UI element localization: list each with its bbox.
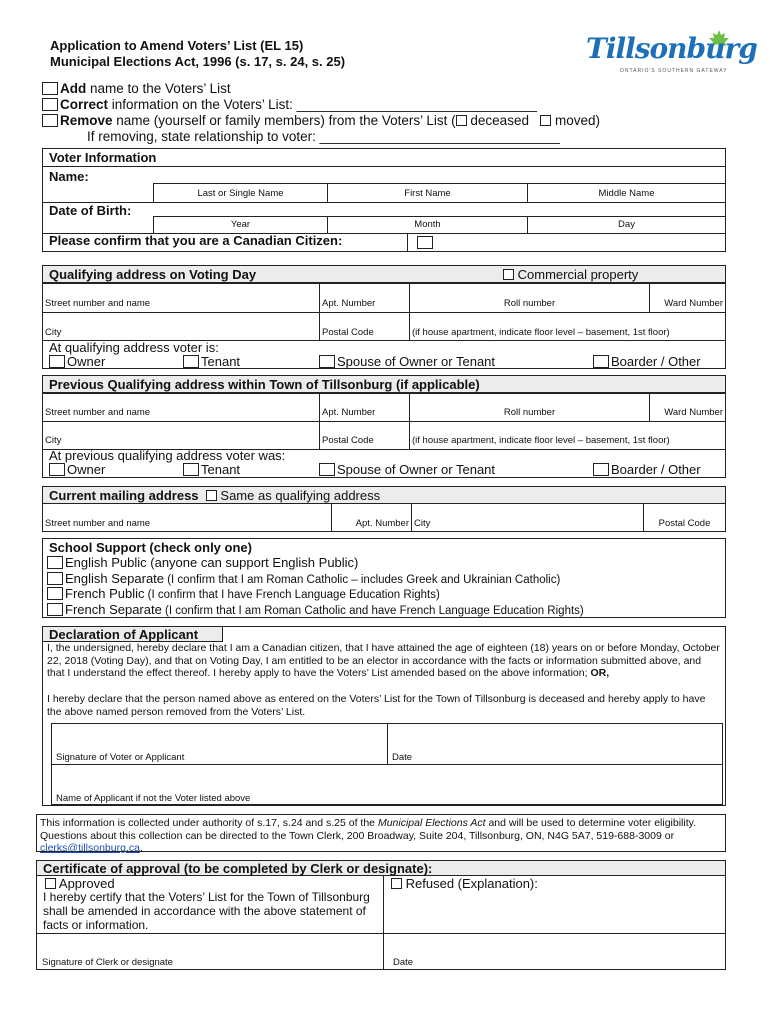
citizen-checkbox[interactable] — [417, 236, 433, 249]
dob-year-field[interactable]: Year — [153, 216, 327, 233]
qualifying-heading: Qualifying address on Voting Day Commercial property — [43, 266, 725, 283]
tillsonburg-logo — [586, 30, 757, 78]
correct-checkbox[interactable] — [42, 98, 58, 111]
school-option-english-separate: English Separate (I confirm that I am Roman Catholic – includes Greek and Ukrainian Catholic) — [47, 571, 560, 586]
qual-boarder-checkbox[interactable] — [593, 355, 609, 368]
qual-street-field[interactable]: Street number and name — [43, 283, 319, 312]
refused-checkbox[interactable] — [391, 878, 402, 889]
school-option-french-separate: French Separate (I confirm that I am Roman Catholic and have French Language Education Rights) — [47, 602, 584, 617]
qual-ward-field[interactable]: Ward Number — [649, 283, 725, 312]
moved-checkbox[interactable] — [540, 115, 551, 126]
refused-option: Refused (Explanation): — [391, 876, 538, 891]
deceased-checkbox[interactable] — [456, 115, 467, 126]
qual-tenant-checkbox[interactable] — [183, 355, 199, 368]
voter-signature-field[interactable]: Signature of Voter or Applicant — [51, 723, 387, 765]
dob-month-field[interactable]: Month — [327, 216, 527, 233]
school-option-french-public: French Public (I confirm that I have French Language Education Rights) — [47, 586, 440, 601]
prev-street-field[interactable]: Street number and name — [43, 393, 319, 421]
option-add: Add name to the Voters’ List — [42, 81, 231, 97]
certificate-section — [36, 860, 726, 970]
commercial-option: Commercial property — [503, 267, 638, 282]
prev-spouse-checkbox[interactable] — [319, 463, 335, 476]
prev-postal-field[interactable]: Postal Code — [319, 421, 409, 449]
voter-info-section — [42, 148, 726, 252]
prev-boarder-checkbox[interactable] — [593, 463, 609, 476]
approved-statement: I hereby certify that the Voters’ List for the Town of Tillsonburg shall be amended in accordance with the above statement of facts or information. — [43, 890, 370, 932]
dob-label: Date of Birth: — [49, 203, 132, 218]
approved-option: Approved — [45, 876, 115, 891]
school-heading: School Support (check only one) — [43, 539, 725, 555]
clerk-email-link[interactable]: clerks@tillsonburg.ca — [40, 842, 140, 854]
mail-apt-field[interactable]: Apt. Number — [331, 504, 411, 531]
declaration-section — [42, 626, 726, 806]
prev-boarder-option: Boarder / Other — [593, 462, 701, 477]
prev-spouse-option: Spouse of Owner or Tenant — [319, 462, 495, 477]
mail-city-field[interactable]: City — [411, 504, 643, 531]
clerk-date-field[interactable]: Date — [393, 957, 414, 968]
clerk-signature-field[interactable]: Signature of Clerk or designate — [42, 957, 173, 968]
mailing-address-section — [42, 486, 726, 532]
prev-apt-field[interactable]: Apt. Number — [319, 393, 409, 421]
dob-day-field[interactable]: Day — [527, 216, 725, 233]
qual-spouse-option: Spouse of Owner or Tenant — [319, 354, 495, 369]
commercial-checkbox[interactable] — [503, 269, 514, 280]
mail-street-field[interactable]: Street number and name — [45, 518, 151, 529]
form-title — [50, 38, 345, 70]
logo-wordmark: Tillsonburg — [586, 32, 757, 65]
french-public-checkbox[interactable] — [47, 587, 63, 600]
prev-tenant-option: Tenant — [183, 462, 240, 477]
middle-name-field[interactable]: Middle Name — [527, 183, 725, 202]
qual-owner-checkbox[interactable] — [49, 355, 65, 368]
qual-owner-option: Owner — [49, 354, 105, 369]
applicant-name-field[interactable]: Name of Applicant if not the Voter listed above — [51, 765, 723, 805]
school-support-section — [42, 538, 726, 618]
name-label: Name: — [49, 169, 89, 184]
logo-tagline: ONTARIO'S SOUTHERN GATEWAY — [620, 68, 728, 74]
declaration-date-field[interactable]: Date — [387, 723, 723, 765]
first-name-field[interactable]: First Name — [327, 183, 527, 202]
qual-boarder-option: Boarder / Other — [593, 354, 701, 369]
qual-tenant-option: Tenant — [183, 354, 240, 369]
english-separate-checkbox[interactable] — [47, 572, 63, 585]
declaration-paragraph-1: I, the undersigned, hereby declare that I am a Canadian citizen, that I have attained the age of eighteen (18) years on or before Monday, October 22, 2018 (Voting Day), and that on Voting Day, I am entitled to be an elector in accordance with the facts or information submitted above, and that I understand the effect thereof. I hereby apply to have the Voters’ List amended based on the above information; OR, — [47, 642, 720, 679]
qual-spouse-checkbox[interactable] — [319, 355, 335, 368]
previous-address-section — [42, 375, 726, 478]
qual-roll-field[interactable]: Roll number — [409, 283, 649, 312]
prev-status-question: At previous qualifying address voter was: — [49, 448, 286, 463]
qual-apt-field[interactable]: Apt. Number — [319, 283, 409, 312]
title-line-1: Application to Amend Voters’ List (EL 15) — [50, 38, 304, 53]
prev-owner-checkbox[interactable] — [49, 463, 65, 476]
declaration-heading: Declaration of Applicant — [43, 627, 223, 642]
citizen-label: Please confirm that you are a Canadian Citizen: — [49, 233, 343, 248]
previous-heading: Previous Qualifying address within Town of Tillsonburg (if applicable) — [43, 376, 725, 393]
approved-checkbox[interactable] — [45, 878, 56, 889]
remove-checkbox[interactable] — [42, 114, 58, 127]
qualifying-address-section — [42, 265, 726, 369]
qual-postal-field[interactable]: Postal Code — [319, 312, 409, 340]
prev-ward-field[interactable]: Ward Number — [649, 393, 725, 421]
mailing-heading: Current mailing address Same as qualifying address — [43, 487, 725, 504]
qual-city-field[interactable]: City — [43, 312, 319, 340]
same-address-checkbox[interactable] — [206, 490, 217, 501]
prev-floor-field[interactable]: (if house apartment, indicate floor level – basement, 1st floor) — [409, 421, 725, 449]
title-line-2: Municipal Elections Act, 1996 (s. 17, s. 24, s. 25) — [50, 54, 346, 69]
qual-floor-field[interactable]: (if house apartment, indicate floor level – basement, 1st floor) — [409, 312, 725, 340]
qual-status-question: At qualifying address voter is: — [49, 340, 219, 355]
prev-owner-option: Owner — [49, 462, 105, 477]
option-correct: Correct information on the Voters’ List: ________________________________ — [42, 97, 537, 113]
english-public-checkbox[interactable] — [47, 556, 63, 569]
same-as-qualifying-option: Same as qualifying address — [206, 488, 380, 503]
french-separate-checkbox[interactable] — [47, 603, 63, 616]
prev-tenant-checkbox[interactable] — [183, 463, 199, 476]
option-remove: Remove name (yourself or family members) from the Voters’ List ( deceased moved) — [42, 113, 600, 129]
certificate-heading: Certificate of approval (to be completed by Clerk or designate): — [37, 861, 725, 876]
mail-postal-field[interactable]: Postal Code — [643, 504, 725, 531]
add-checkbox[interactable] — [42, 82, 58, 95]
last-name-field[interactable]: Last or Single Name — [153, 183, 327, 202]
voter-info-heading: Voter Information — [43, 149, 725, 167]
relationship-field[interactable]: If removing, state relationship to voter: ________________________________ — [87, 129, 560, 144]
prev-roll-field[interactable]: Roll number — [409, 393, 649, 421]
collection-notice: This information is collected under authority of s.17, s.24 and s.25 of the Municipal Elections Act and will be used to determine voter eligibility. Questions about this collection can be directed to the Town Clerk, 200 Broadway, Suite 204, Tillsonburg, ON, N4G 5A7, 519-688-3009 or clerks@tillsonburg.ca. — [36, 814, 726, 852]
prev-city-field[interactable]: City — [43, 421, 319, 449]
declaration-paragraph-2: I hereby declare that the person named above as entered on the Voters’ List for the Town of Tillsonburg is deceased and hereby apply to have the above named person removed from the Voters’ List. — [47, 693, 706, 718]
school-option-english-public: English Public (anyone can support English Public) — [47, 555, 358, 570]
